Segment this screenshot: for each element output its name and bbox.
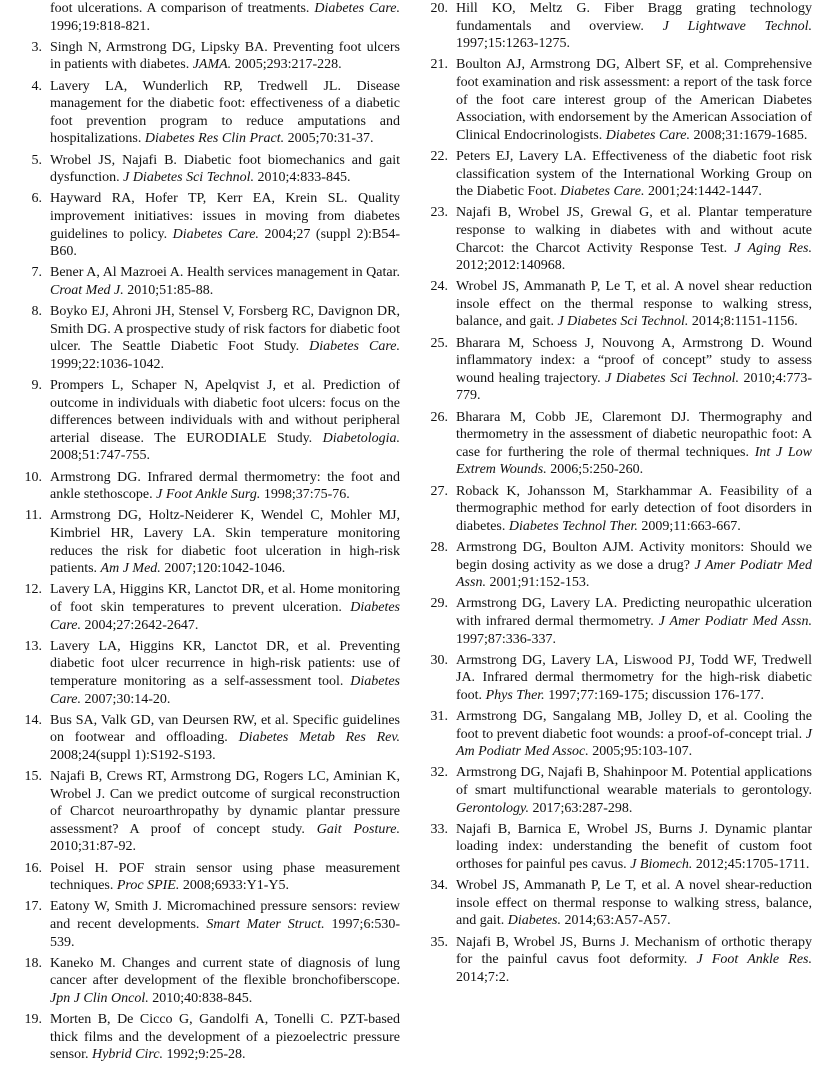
reference-text	[456, 935, 812, 985]
reference-text	[456, 596, 812, 646]
reference-number: 28.	[430, 539, 448, 555]
reference-text-segment: 2010;51:85-88.	[123, 282, 214, 298]
reference-number: 34.	[430, 878, 448, 894]
journal-name: JAMA.	[192, 57, 232, 73]
reference-number: 26.	[430, 409, 448, 425]
reference-text	[456, 484, 812, 534]
reference-entry	[12, 1011, 400, 1064]
reference-entry	[418, 764, 812, 817]
reference-entry	[418, 652, 812, 705]
reference-text	[50, 639, 400, 707]
reference-number: 9.	[31, 378, 42, 394]
reference-number: 23.	[430, 205, 448, 221]
reference-text-segment: 2004;27 (suppl 2):B54-B60.	[50, 226, 400, 260]
reference-text-segment: 2005;95:103-107.	[588, 744, 693, 760]
reference-entry	[12, 469, 400, 504]
reference-number: 20.	[430, 1, 448, 16]
reference-text-segment: 1999;22:1036-1042.	[50, 356, 164, 372]
reference-text-segment: Prompers L, Schaper N, Apelqvist J, et al. Prediction of outcome in individuals with diabetic foot ulcers: focus on the differences between individuals with and without peripheral arterial disease. The EURODIALE Study.	[50, 378, 400, 446]
reference-text-segment: 2005;293:217-228.	[231, 57, 342, 73]
journal-name: Smart Mater Struct.	[206, 917, 325, 932]
reference-text	[50, 582, 400, 632]
reference-number: 15.	[24, 769, 42, 785]
journal-name: J Am Podiatr Med Assoc.	[456, 726, 812, 760]
reference-entry	[12, 39, 400, 74]
reference-entry	[12, 0, 400, 35]
reference-text-segment: 2005;70:31-37.	[284, 131, 374, 147]
reference-text-segment: 2008;51:747-755.	[50, 448, 150, 464]
reference-text-segment: Lavery LA, Higgins KR, Lanctot DR, et al. Preventing diabetic foot ulcer recurrence in high-risk patients: use of temperature monitoring as a self-assessment tool.	[50, 638, 400, 689]
reference-number: 21.	[430, 57, 448, 73]
reference-text	[50, 265, 400, 298]
journal-name: Diabetes Care.	[605, 127, 690, 143]
journal-name: Diabetes Care.	[50, 673, 400, 707]
journal-name: Diabetes Technol Ther.	[508, 518, 638, 534]
reference-text-segment: 2007;30:14-20.	[80, 691, 171, 707]
references-right-column	[418, 0, 812, 990]
reference-entry	[12, 377, 400, 465]
journal-name: Proc SPIE.	[116, 878, 180, 894]
reference-text-segment: Eatony W, Smith J. Micromachined pressure sensors: review and recent developments.	[50, 899, 400, 932]
reference-text-segment: 2010;4:773-779.	[456, 370, 813, 404]
reference-text	[50, 79, 400, 147]
journal-name: Diabetes Res Clin Pract.	[144, 131, 285, 147]
reference-text	[50, 40, 400, 73]
reference-text	[50, 153, 400, 186]
reference-entry	[418, 56, 812, 144]
reference-text-segment: Wrobel JS, Najafi B. Diabetic foot biomechanics and gait dysfunction.	[50, 152, 400, 186]
reference-text	[456, 336, 812, 404]
reference-entry	[12, 638, 400, 708]
reference-number: 32.	[430, 765, 448, 781]
reference-text-segment: Lavery LA, Wunderlich RP, Tredwell JL. Disease management for the diabetic foot: effectiveness of a diabetic foot prevention program to reduce amputations and hospitalizations.	[50, 78, 400, 147]
reference-text-segment: 2012;2012:140968.	[456, 258, 566, 274]
reference-text-segment: 2010;31:87-92.	[50, 839, 136, 855]
journal-name: Gerontology.	[456, 800, 529, 816]
reference-text-segment: Kaneko M. Changes and current state of diagnosis of lung cancer after development of the flexible bronchofiberscope.	[50, 955, 400, 989]
reference-number: 7.	[31, 265, 42, 281]
reference-text	[50, 899, 400, 949]
reference-text-segment: 2007;120:1042-1046.	[160, 561, 286, 577]
reference-number: 22.	[430, 148, 448, 164]
reference-text	[50, 861, 400, 894]
reference-entry	[418, 934, 812, 987]
reference-number: 11.	[25, 508, 42, 524]
journal-name: Am J Med.	[100, 561, 161, 577]
journal-name: J Lightwave Technol.	[662, 18, 812, 34]
reference-text-segment: Poisel H. POF strain sensor using phase measurement techniques.	[50, 860, 400, 894]
reference-number: 29.	[430, 596, 448, 612]
reference-entry	[12, 860, 400, 895]
reference-text-segment: 1996;19:818-821.	[50, 18, 150, 34]
reference-entry	[12, 190, 400, 260]
reference-number: 16.	[24, 860, 42, 876]
reference-text-segment: 2009;11:663-667.	[637, 518, 741, 534]
reference-text-segment: Lavery LA, Higgins KR, Lanctot DR, et al. Home monitoring of foot skin temperatures to prevent ulceration.	[50, 582, 400, 615]
reference-text-segment: Morten B, De Cicco G, Gandolfi A, Tonelli C. PZT-based thick films and the development of a piezoelectric pressure sensor.	[50, 1012, 400, 1063]
journal-name: J Diabetes Sci Technol.	[557, 314, 689, 330]
reference-entry	[418, 483, 812, 536]
reference-text-segment: 2006;5:250-260.	[546, 462, 644, 478]
reference-text	[50, 1, 400, 34]
reference-number: 14.	[24, 712, 42, 728]
reference-number: 27.	[430, 483, 448, 499]
reference-text-segment: 2014;63:A57-A57.	[560, 913, 671, 929]
reference-number: 19.	[24, 1012, 42, 1028]
journal-name: Int J Low Extrem Wounds.	[456, 444, 813, 478]
references-left-column	[12, 0, 400, 1068]
reference-entry	[418, 204, 812, 274]
reference-text-segment: 2010;4:833-845.	[254, 170, 351, 186]
reference-text-segment: 2004;27:2642-2647.	[80, 617, 199, 633]
reference-text-segment: 1997;87:336-337.	[456, 631, 556, 647]
reference-number: 30.	[430, 652, 448, 668]
reference-text-segment: Armstrong DG. Infrared dermal thermometry: the foot and ankle stethoscope.	[50, 469, 400, 503]
journal-name: J Amer Podiatr Med Assn.	[658, 613, 813, 629]
reference-list-right	[418, 0, 812, 986]
reference-text-segment: Hayward RA, Hofer TP, Kerr EA, Krein SL. Quality improvement initiatives: issues in moving from diabetes guidelines to policy.	[50, 191, 400, 242]
reference-text-segment: Boulton AJ, Armstrong DG, Albert SF, et al. Comprehensive foot examination and risk assessment: a report of the task force of the foot care interest group of the American Diabetes Association, with endorsement by the American Association of Clinical Endocrinologists.	[456, 57, 812, 143]
reference-text-segment: Armstrong DG, Lavery LA. Predicting neuropathic ulceration with infrared dermal thermometry.	[456, 596, 812, 629]
reference-text	[456, 149, 812, 199]
reference-number: 10.	[24, 469, 42, 485]
reference-number: 12.	[24, 582, 42, 598]
journal-name: J Aging Res.	[734, 240, 812, 256]
reference-text	[50, 769, 400, 854]
reference-entry	[418, 0, 812, 53]
reference-text-segment: Najafi B, Wrobel JS, Grewal G, et al. Plantar temperature response to walking in diabetes with and without acute Charcot: the Charcot Activity Response Test.	[456, 205, 812, 256]
reference-number: 5.	[31, 152, 42, 168]
reference-text-segment: 1997;6:530-539.	[50, 917, 400, 950]
reference-text	[456, 57, 812, 142]
reference-text-segment: 2008;31:1679-1685.	[689, 127, 808, 143]
reference-text-segment: foot ulcerations. A comparison of treatments.	[50, 1, 315, 16]
reference-text-segment: 2010;40:838-845.	[148, 990, 253, 1006]
reference-text	[456, 279, 812, 329]
reference-entry	[12, 581, 400, 634]
journal-name: Diabetes Care.	[314, 1, 401, 16]
reference-text	[50, 713, 400, 763]
reference-text-segment: Bharara M, Cobb JE, Claremont DJ. Thermography and thermometry in the assessment of diabetic neuropathic foot: A case for furthering the role of thermal techniques.	[456, 409, 812, 460]
reference-entry	[418, 595, 812, 648]
reference-number: 33.	[430, 821, 448, 837]
reference-text-segment: Armstrong DG, Holtz-Neiderer K, Wendel C, Mohler MJ, Kimbriel HR, Lavery LA. Skin temperature monitoring reduces the risk for diabetic foot ulceration in high-risk patients.	[50, 508, 400, 577]
reference-entry	[418, 708, 812, 761]
reference-text-segment: 1997;15:1263-1275.	[456, 36, 570, 52]
reference-text-segment: 2012;45:1705-1711.	[692, 857, 810, 873]
reference-text-segment: 2001;24:1442-1447.	[644, 184, 762, 200]
reference-text-segment: Bener A, Al Mazroei A. Health services management in Qatar.	[50, 265, 400, 281]
journal-name: Diabetologia.	[322, 430, 400, 446]
reference-text	[456, 878, 812, 928]
journal-name: Jpn J Clin Oncol.	[50, 990, 149, 1006]
reference-number: 8.	[31, 304, 42, 320]
reference-number: 4.	[31, 78, 42, 94]
reference-text	[456, 709, 812, 759]
reference-text	[456, 1, 812, 51]
reference-text	[50, 378, 400, 463]
reference-text	[50, 1012, 400, 1062]
reference-text	[456, 540, 812, 590]
reference-list-left	[12, 0, 400, 1064]
reference-text-segment: Bharara M, Schoess J, Nouvong A, Armstrong D. Wound inflammatory index: a “proof of concept” study to assess wound healing trajectory.	[456, 335, 812, 386]
reference-text-segment: 1992;9:25-28.	[163, 1047, 246, 1063]
reference-entry	[12, 768, 400, 856]
journal-name: Diabetes Care.	[50, 599, 400, 633]
reference-text-segment: Bus SA, Valk GD, van Deursen RW, et al. Specific guidelines on footwear and offloading.	[50, 712, 400, 746]
reference-text-segment: Peters EJ, Lavery LA. Effectiveness of the diabetic foot risk classification system of the International Working Group on the Diabetic Foot.	[456, 148, 812, 200]
reference-number: 18.	[24, 955, 42, 971]
reference-text	[456, 822, 812, 872]
reference-number: 3.	[31, 39, 42, 55]
journal-name: J Amer Podiatr Med Assn.	[456, 557, 812, 591]
reference-number: 6.	[31, 191, 42, 207]
journal-name: Diabetes.	[507, 913, 561, 929]
reference-text-segment: Wrobel JS, Ammanath P, Le T, et al. A novel shear reduction insole effect on the thermal response to walking stress, balance, and gait.	[456, 279, 812, 330]
journal-name: Gait Posture.	[316, 821, 400, 837]
reference-text-segment: 2001;91:152-153.	[485, 575, 590, 591]
reference-text-segment: Armstrong DG, Najafi B, Shahinpoor M. Potential applications of smart multifunctional wearable materials to gerontology.	[456, 765, 812, 799]
reference-entry	[12, 955, 400, 1008]
reference-text	[456, 410, 812, 478]
journal-name: Croat Med J.	[50, 282, 124, 298]
reference-text-segment: Roback K, Johansson M, Starkhammar A. Feasibility of a thermographic method for early detection of foot disorders in diabetes.	[456, 483, 812, 534]
reference-text	[50, 508, 400, 576]
reference-entry	[418, 335, 812, 405]
reference-text	[50, 470, 400, 503]
journal-name: J Foot Ankle Surg.	[156, 487, 261, 503]
reference-text-segment: Armstrong DG, Sangalang MB, Jolley D, et al. Cooling the foot to prevent diabetic foot wounds: a proof-of-concept trial.	[456, 709, 812, 742]
journal-name: Diabetes Care.	[560, 184, 645, 200]
reference-text-segment: Wrobel JS, Ammanath P, Le T, et al. A novel shear-reduction insole effect on thermal response to walking stress, balance, and gait.	[456, 878, 812, 929]
reference-text-segment: Armstrong DG, Lavery LA, Liswood PJ, Todd WF, Tredwell JA. Infrared dermal thermometry for the high-risk diabetic foot.	[456, 652, 812, 703]
journal-name: Diabetes Metab Res Rev.	[238, 730, 401, 746]
reference-entry	[418, 409, 812, 479]
reference-text-segment: Najafi B, Barnica E, Wrobel JS, Burns J. Dynamic plantar loading index: understanding the benefit of custom foot orthoses for painful pes cavus.	[456, 821, 812, 873]
reference-number: 25.	[430, 335, 448, 351]
reference-entry	[418, 278, 812, 331]
reference-entry	[12, 712, 400, 765]
reference-entry	[12, 264, 400, 299]
reference-text-segment: 1997;77:169-175; discussion 176-177.	[544, 687, 765, 703]
reference-text	[50, 304, 400, 372]
reference-text-segment: Armstrong DG, Boulton AJM. Activity monitors: Should we begin dosing activity as we dose a drug?	[456, 539, 812, 573]
reference-text-segment: 2017;63:287-298.	[528, 800, 633, 816]
journal-name: Hybrid Circ.	[92, 1047, 164, 1063]
reference-entry	[12, 898, 400, 951]
reference-entry	[12, 303, 400, 373]
reference-text-segment: 1998;37:75-76.	[260, 487, 350, 503]
reference-text	[50, 956, 400, 1006]
reference-text-segment: Najafi B, Wrobel JS, Burns J. Mechanism of orthotic therapy for the painful cavus foot deformity.	[456, 934, 812, 968]
reference-number: 13.	[24, 638, 42, 654]
reference-entry	[418, 877, 812, 930]
reference-text-segment: 2008;24(suppl 1):S192-S193.	[50, 747, 216, 763]
reference-number: 35.	[430, 934, 448, 950]
reference-number: 17.	[24, 899, 42, 915]
reference-entry	[12, 152, 400, 187]
reference-text	[456, 653, 812, 703]
reference-text-segment: 2014;8:1151-1156.	[688, 314, 798, 330]
reference-entry	[418, 148, 812, 201]
journal-name: Diabetes Care.	[172, 226, 259, 242]
reference-text-segment: Singh N, Armstrong DG, Lipsky BA. Preventing foot ulcers in patients with diabetes.	[50, 39, 400, 73]
reference-entry	[418, 821, 812, 874]
journal-name: Phys Ther.	[485, 687, 545, 703]
reference-text-segment: Hill KO, Meltz G. Fiber Bragg grating technology fundamentals and overview.	[456, 1, 812, 34]
journal-name: J Diabetes Sci Technol.	[123, 170, 255, 186]
reference-number: 24.	[430, 279, 448, 295]
reference-text-segment: Boyko EJ, Ahroni JH, Stensel V, Forsberg RC, Davignon DR, Smith DG. A prospective study of risk factors for diabetic foot ulcer. The Seattle Diabetic Foot Study.	[50, 304, 400, 355]
journal-name: J Diabetes Sci Technol.	[605, 370, 740, 386]
reference-text-segment: Najafi B, Crews RT, Armstrong DG, Rogers LC, Aminian K, Wrobel J. Can we predict outcome of surgical reconstruction of Charcot neuroarthropathy by dynamic plantar pressure assessment? A proof of concept study.	[50, 769, 400, 837]
reference-text	[456, 765, 812, 815]
reference-number: 31.	[430, 709, 448, 725]
reference-entry	[12, 78, 400, 148]
reference-entry	[12, 507, 400, 577]
journal-name: J Foot Ankle Res.	[696, 952, 812, 968]
reference-text-segment: 2014;7:2.	[456, 969, 510, 985]
journal-name: J Biomech.	[630, 857, 693, 873]
reference-text	[50, 191, 400, 259]
reference-entry	[418, 539, 812, 592]
reference-text-segment: 2008;6933:Y1-Y5.	[179, 878, 290, 894]
reference-text	[456, 205, 812, 273]
journal-name: Diabetes Care.	[309, 339, 400, 355]
